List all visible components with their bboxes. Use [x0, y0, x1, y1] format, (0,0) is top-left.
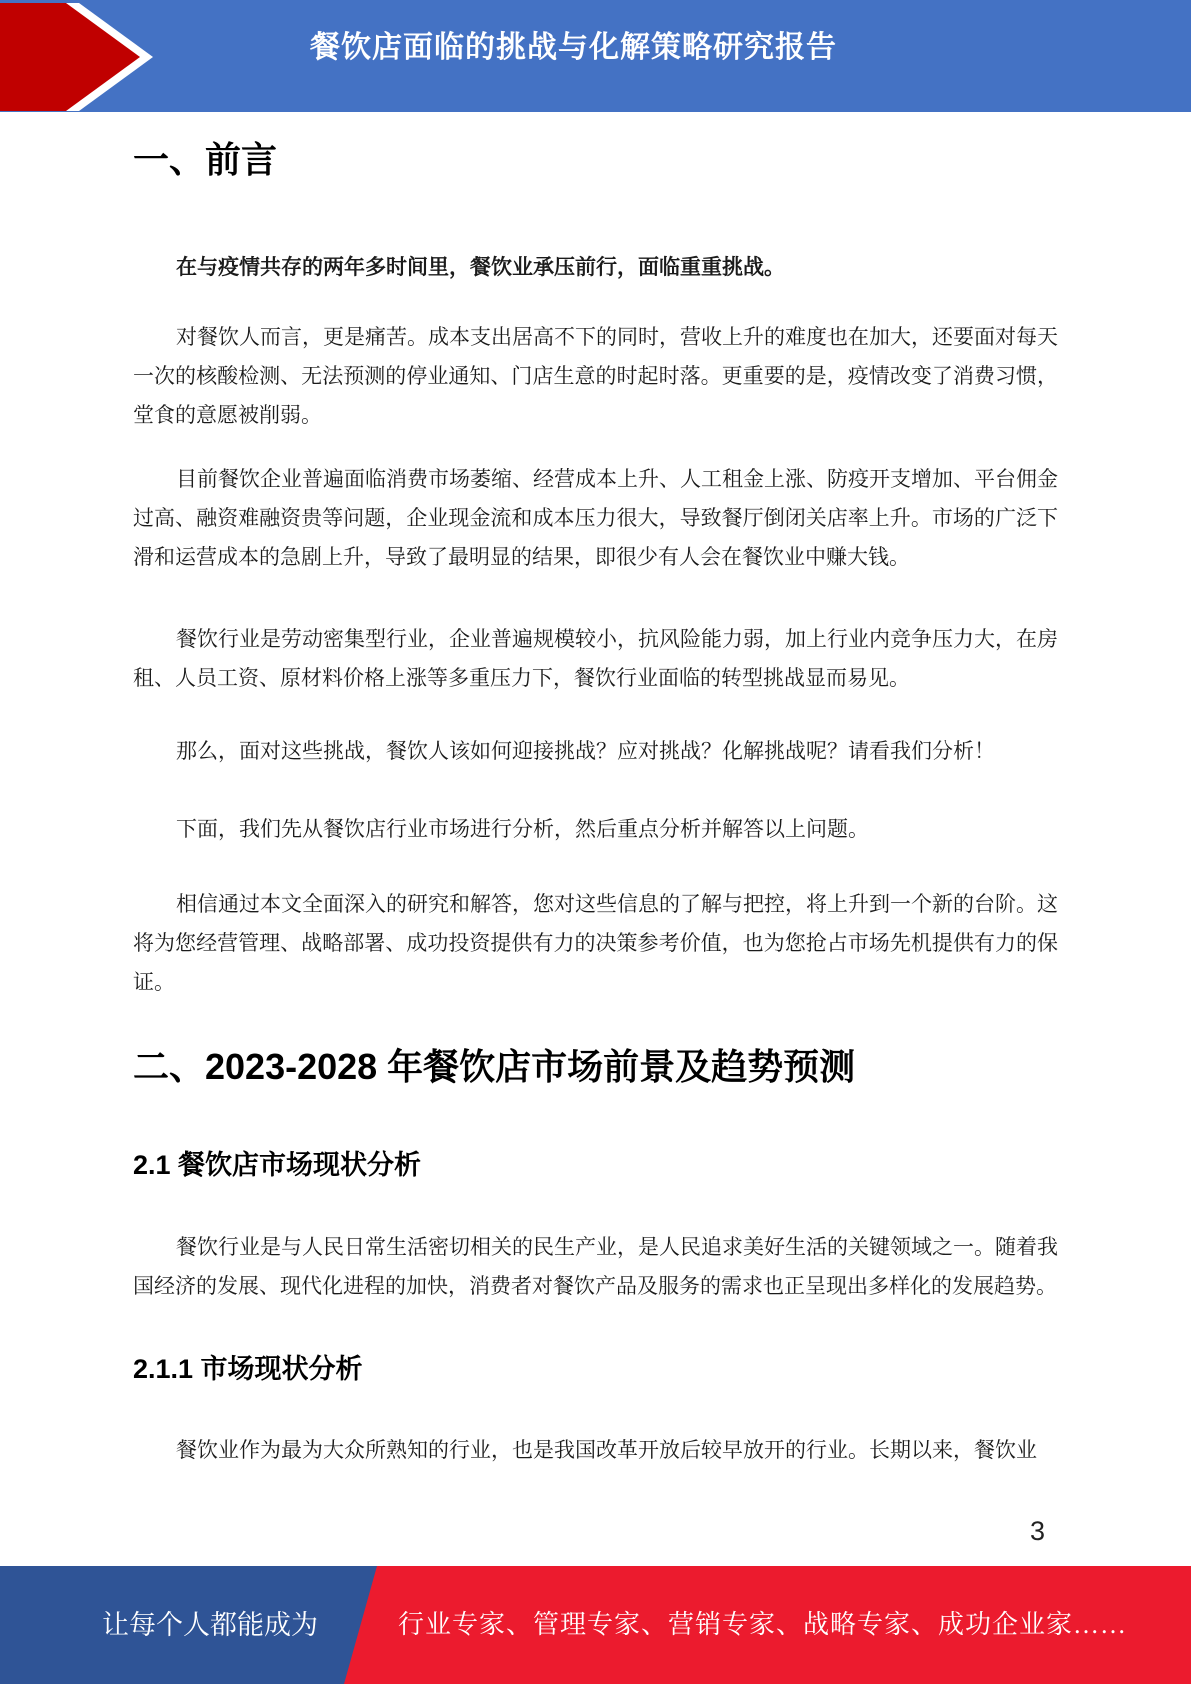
page-number: 3: [1030, 1516, 1046, 1546]
paragraph: 那么，面对这些挑战，餐饮人该如何迎接挑战？应对挑战？化解挑战呢？请看我们分析！: [176, 739, 995, 763]
report-title: 餐饮店面临的挑战与化解策略研究报告: [310, 31, 837, 64]
paragraph: 餐饮行业是劳动密集型行业，企业普遍规模较小，抗风险能力弱，加上行业内竞争压力大，在房租、人员工资、原材料价格上涨等多重压力下，餐饮行业面临的转型挑战显而易见。: [133, 627, 1058, 690]
paragraph: 餐饮业作为最为大众所熟知的行业，也是我国改革开放后较早放开的行业。长期以来，餐饮业: [176, 1438, 1037, 1462]
section-1-heading: 一、前言: [133, 139, 278, 180]
section-2-heading: 二、2023-2028 年餐饮店市场前景及趋势预测: [133, 1046, 856, 1087]
paragraph: 餐饮行业是与人民日常生活密切相关的民生产业，是人民追求美好生活的关键领域之一。随着我国经济的发展、现代化进程的加快，消费者对餐饮产品及服务的需求也正呈现出多样化的发展趋势。: [133, 1235, 1058, 1298]
page-footer-band: [0, 1566, 1191, 1684]
paragraph: 目前餐饮企业普遍面临消费市场萎缩、经营成本上升、人工租金上涨、防疫开支增加、平台佣金过高、融资难融资贵等问题，企业现金流和成本压力很大，导致餐厅倒闭关店率上升。市场的广泛下滑和运营成本的急剧上升，导致了最明显的结果，即很少有人会在餐饮业中赚大钱。: [133, 467, 1058, 569]
footer-slogan-right: 行业专家、管理专家、营销专家、战略专家、成功企业家……: [398, 1610, 1128, 1639]
lead-paragraph: 在与疫情共存的两年多时间里，餐饮业承压前行，面临重重挑战。: [176, 255, 785, 279]
paragraph: 下面，我们先从餐饮店行业市场进行分析，然后重点分析并解答以上问题。: [176, 817, 869, 841]
paragraph: 相信通过本文全面深入的研究和解答，您对这些信息的了解与把控，将上升到一个新的台阶。这将为您经营管理、战略部署、成功投资提供有力的决策参考价值，也为您抢占市场先机提供有力的保证。: [133, 892, 1058, 994]
section-2-1-1-heading: 2.1.1 市场现状分析: [133, 1354, 363, 1384]
document-body: [133, 0, 1058, 1470]
paragraph: 对餐饮人而言，更是痛苦。成本支出居高不下的同时，营收上升的难度也在加大，还要面对每天一次的核酸检测、无法预测的停业通知、门店生意的时起时落。更重要的是，疫情改变了消费习惯，堂食的意愿被削弱。: [133, 325, 1058, 427]
section-2-1-heading: 2.1 餐饮店市场现状分析: [133, 1150, 422, 1180]
footer-slogan-left: 让每个人都能成为: [102, 1610, 318, 1640]
